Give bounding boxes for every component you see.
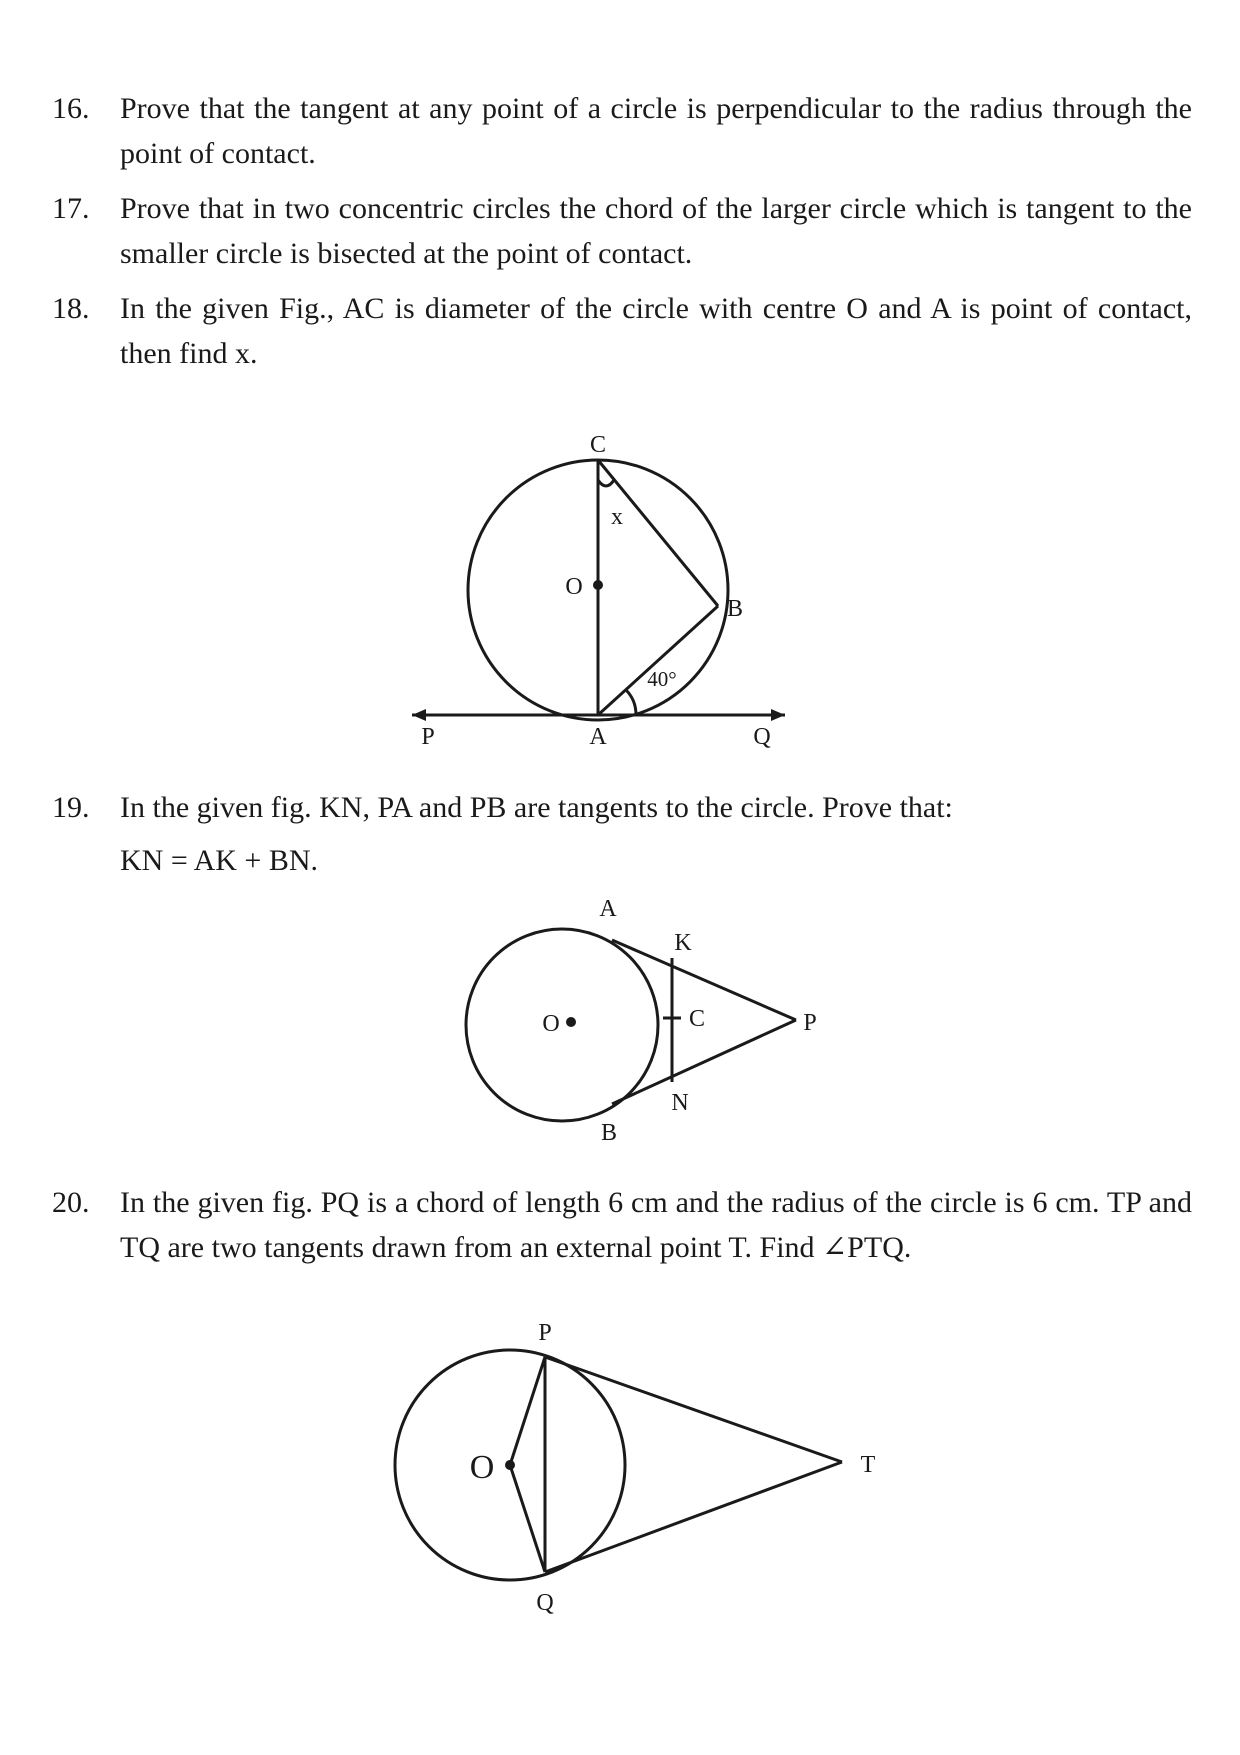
question-number: 18. <box>52 292 90 325</box>
fig20-center-dot <box>505 1460 515 1470</box>
fig19-label-b: B <box>600 1120 618 1146</box>
fig20-radius-op <box>510 1357 545 1465</box>
fig20-tangent-tq <box>545 1462 842 1572</box>
fig19-label-o: O <box>542 1011 560 1037</box>
question-text: Prove that the tangent at any point of a circle is perpendicular to the radius through the point of contact. <box>120 92 1192 170</box>
question-number: 19. <box>52 791 90 824</box>
question-number: 20. <box>52 1186 90 1219</box>
question-text: In the given fig. PQ is a chord of length 6 cm and the radius of the circle is 6 cm. TP and TQ are two tangents drawn from an external point T. Find ∠PTQ. <box>120 1186 1192 1264</box>
fig18-angle-40-label: 40° <box>647 667 677 691</box>
fig20-label-p: P <box>538 1320 552 1346</box>
fig19-label-k: K <box>674 930 692 956</box>
fig18-label-q: Q <box>753 724 771 750</box>
question-text: Prove that in two concentric circles the chord of the larger circle which is tangent to the smaller circle is bisected at the point of contact. <box>120 192 1192 270</box>
fig18-label-c: C <box>589 432 607 458</box>
fig20-tangent-tp <box>545 1357 842 1462</box>
question-number: 17. <box>52 192 90 225</box>
question-text: In the given fig. KN, PA and PB are tangents to the circle. Prove that: <box>120 791 953 824</box>
question-text: In the given Fig., AC is diameter of the circle with centre O and A is point of contact, then find x. <box>120 292 1192 370</box>
fig18-angle-x-label: x <box>611 504 623 530</box>
fig18-label-b: B <box>726 596 744 622</box>
fig18-label-a: A <box>589 724 607 750</box>
question-number: 16. <box>52 92 90 125</box>
fig19-label-n: N <box>671 1090 689 1116</box>
fig20-label-o: O <box>469 1449 495 1486</box>
fig19-label-p: P <box>803 1010 817 1036</box>
fig20-label-t: T <box>860 1452 876 1478</box>
fig20-label-q: Q <box>536 1590 554 1616</box>
fig19-label-a: A <box>599 896 617 922</box>
fig18-label-p: P <box>421 724 435 750</box>
fig20-radius-oq <box>510 1465 545 1572</box>
fig18-label-o: O <box>565 574 583 600</box>
fig19-label-c: C <box>688 1006 706 1032</box>
question-equation: KN = AK + BN. <box>120 844 319 877</box>
